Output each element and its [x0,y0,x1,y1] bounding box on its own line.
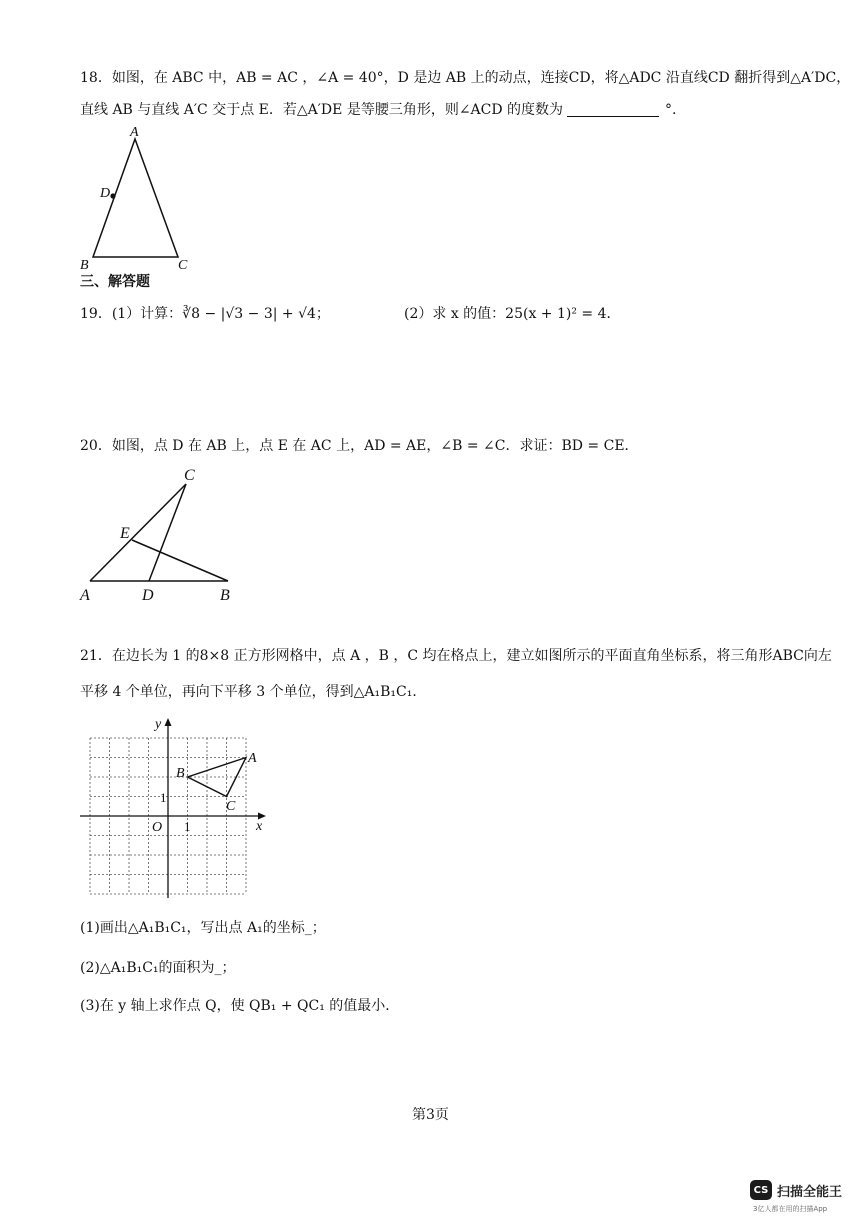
label-x: x [256,819,263,834]
segment-cd [149,484,186,581]
label-b: B [220,587,230,604]
logo-name: 扫描全能王 [777,1185,843,1200]
label-b: B [176,766,185,781]
q18-triangle-figure [78,124,208,274]
label-one-y: 1 [160,790,167,805]
q21-sub3: (3)在 y 轴上求作点 Q，使 QB₁ + QC₁ 的值最小． [80,998,400,1014]
q20-text: 20．如图，点 D 在 AB 上，点 E 在 AC 上，AD = AE，∠B = ∠C．求证：BD = CE． [80,438,639,454]
q21-line1: 21．在边长为 1 的8×8 正方形网格中，点 A ，B ，C 均在格点上，建立如图所示的平面直角坐标系，将三角形ABC向左 [80,648,832,664]
label-o: O [152,820,163,835]
segment-be [132,540,228,581]
label-a: A [130,125,139,140]
camscanner-logo-icon: CS [750,1180,772,1200]
q21-grid-figure [74,714,274,900]
label-c: C [226,799,236,814]
segment-ac [90,484,186,581]
q21-line2: 平移 4 个单位，再向下平移 3 个单位，得到△A₁B₁C₁． [80,684,427,700]
q21-sub2: (2)△A₁B₁C₁的面积为_； [80,960,236,976]
q19-part1: 19．(1）计算：∛8 − |√3 − 3| + √4； [80,306,330,322]
label-y: y [155,717,162,732]
q18-line1: 18．如图，在 ABC 中，AB = AC ，∠A = 40°，D 是边 AB 上的动点，连接CD，将△ADC 沿直线CD 翻折得到△A′DC， [80,70,851,86]
page-number: 第3页 [412,1107,449,1123]
triangle-abc [188,758,247,797]
q19-part2: (2）求 x 的值：25(x + 1)² = 4． [404,306,621,322]
q18-line2-end: °. [665,102,677,118]
point-d [110,193,115,198]
label-d: D [100,186,111,201]
q18-line2 [80,100,677,120]
label-d: D [142,587,154,604]
logo-tagline: 3亿人都在用的扫描App [753,1205,828,1213]
label-c: C [184,467,195,484]
label-a: A [80,587,90,604]
label-one-x: 1 [184,819,191,834]
q20-figure [76,462,246,607]
label-b: B [80,258,89,273]
section-title: 三、解答题 [80,274,150,290]
q21-sub1: (1)画出△A₁B₁C₁，写出点 A₁的坐标_； [80,920,326,936]
label-c: C [178,258,188,273]
label-e: E [120,525,130,542]
answer-blank [567,102,659,117]
label-a: A [248,751,257,766]
y-axis-arrow [165,718,172,726]
q18-line2-text: 直线 AB 与直线 A′C 交于点 E．若△A′DE 是等腰三角形，则∠ACD 的度数为 [80,102,564,118]
